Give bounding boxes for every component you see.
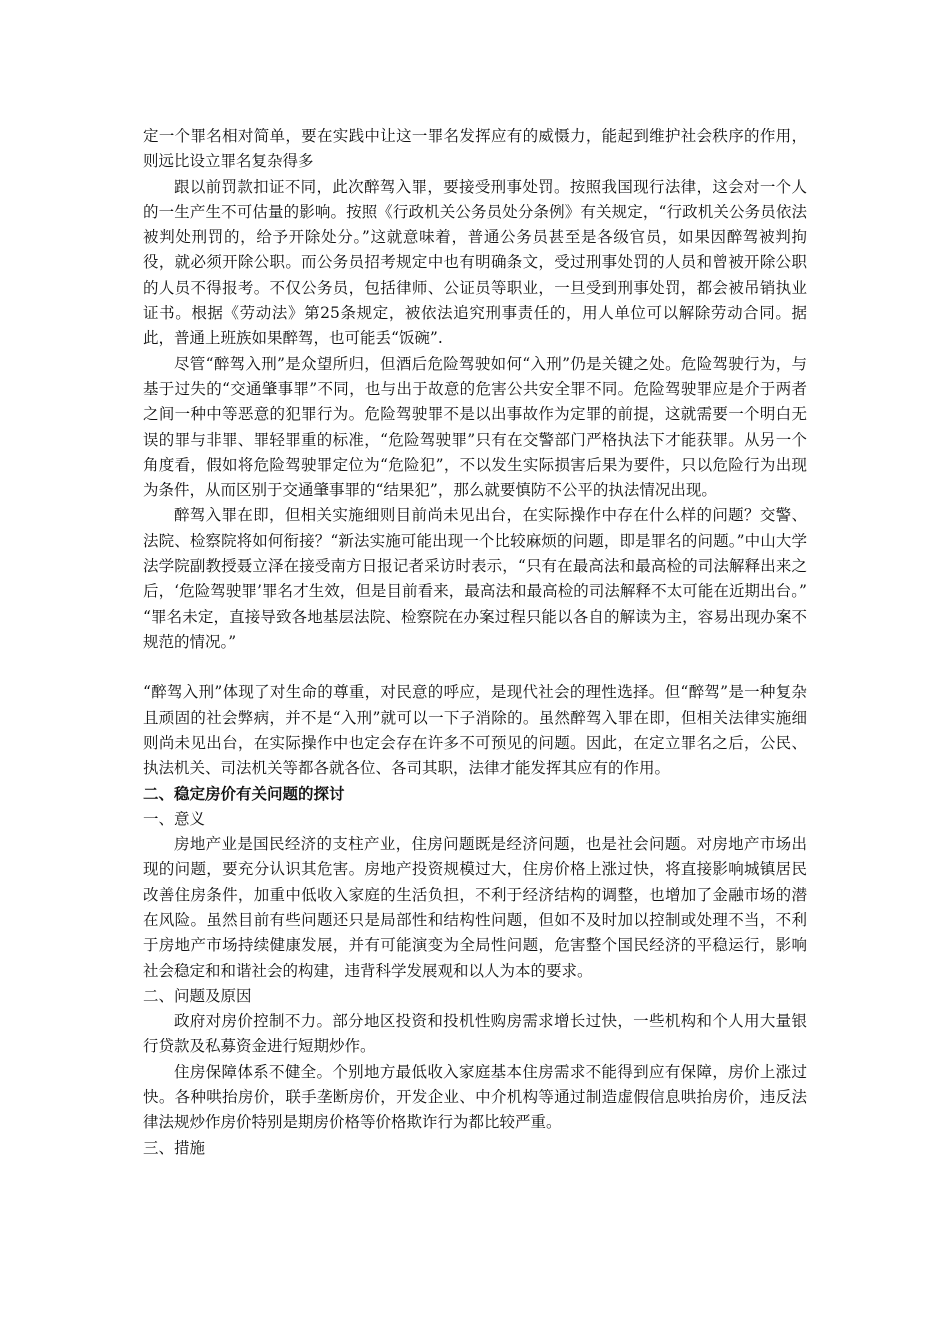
paragraph: 尽管“醉驾入刑”是众望所归，但酒后危险驾驶如何“入刑”仍是关键之处。危险驾驶行为，与基于过失的“交通肇事罪”不同，也与出于故意的危害公共安全罪不同。危险驾驶罪应是介于两者之间一种中等恶意的犯罪行为。危险驾驶罪不是以出事故作为定罪的前提，这就需要一个明白无误的罪与非罪、罪轻罪重的标准，“危险驾驶罪”只有在交警部门严格执法下才能获罪。从另一个角度看，假如将危险驾驶罪定位为“危险犯”，不以发生实际损害后果为要件，只以危险行为出现为条件，从而区别于交通肇事罪的“结果犯”，那么就要慎防不公平的执法情况出现。 (143, 354, 807, 500)
paragraph: 住房保障体系不健全。个别地方最低收入家庭基本住房需求不能得到应有保障，房价上涨过快。各种哄抬房价，联手垄断房价，开发企业、中介机构等通过制造虚假信息哄抬房价，违反法律法规炒作房价特别是期房价格等价格欺诈行为都比较严重。 (143, 1062, 807, 1132)
document-page (143, 124, 807, 1161)
subheading-causes: 二、问题及原因 (143, 986, 252, 1005)
paragraph: 跟以前罚款扣证不同，此次醉驾入罪，要接受刑事处罚。按照我国现行法律，这会对一个人的一生产生不可估量的影响。按照《行政机关公务员处分条例》有关规定，“行政机关公务员依法被判处刑罚的，给予开除处分。”这就意味着，普通公务员甚至是各级官员，如果因醉驾被判拘役，就必须开除公职。而公务员招考规定中也有明确条文，受过刑事处罚的人员和曾被开除公职的人员不得报考。不仅公务员，包括律师、公证员等职业，一旦受到刑事处罚，都会被吊销执业证书。根据《劳动法》第25条规定，被依法追究刑事责任的，用人单位可以解除劳动合同。据此，普通上班族如果醉驾，也可能丢“饭碗”. (143, 177, 807, 348)
paragraph: 政府对房价控制不力。部分地区投资和投机性购房需求增长过快，一些机构和个人用大量银行贷款及私募资金进行短期炒作。 (143, 1012, 807, 1056)
paragraph: 定一个罪名相对简单，要在实践中让这一罪名发挥应有的威慑力，能起到维护社会秩序的作用，则远比设立罪名复杂得多 (143, 127, 807, 171)
paragraph: “醉驾入刑”体现了对生命的尊重，对民意的呼应，是现代社会的理性选择。但“醉驾”是一种复杂且顽固的社会弊病，并不是“入刑”就可以一下子消除的。虽然醉驾入罪在即，但相关法律实施细则尚未见出台，在实际操作中也定会存在许多不可预见的问题。因此，在定立罪名之后，公民、执法机关、司法机关等都各就各位、各司其职，法律才能发挥其应有的作用。 (143, 683, 807, 778)
subheading-measures: 三、措施 (143, 1138, 206, 1157)
paragraph: 醉驾入罪在即，但相关实施细则目前尚未见出台，在实际操作中存在什么样的问题？交警、法院、检察院将如何衔接？“新法实施可能出现一个比较麻烦的问题，即是罪名的问题。”中山大学法学院副教授聂立泽在接受南方日报记者采访时表示，“只有在最高法和最高检的司法解释出来之后，‘危险驾驶罪’罪名才生效，但是目前看来，最高法和最高检的司法解释不太可能在近期出台。” “罪名未定，直接导致各地基层法院、检察院在办案过程只能以各自的解读为主，容易出现办案不规范的情况。” (143, 506, 807, 651)
blank-line (143, 655, 807, 680)
subheading-meaning: 一、意义 (143, 809, 206, 828)
paragraph: 房地产业是国民经济的支柱产业，住房问题既是经济问题，也是社会问题。对房地产市场出现的问题，要充分认识其危害。房地产投资规模过大，住房价格上涨过快，将直接影响城镇居民改善住房条件，加重中低收入家庭的生活负担，不利于经济结构的调整，也增加了金融市场的潜在风险。虽然目前有些问题还只是局部性和结构性问题，但如不及时加以控制或处理不当，不利于房地产市场持续健康发展，并有可能演变为全局性问题，危害整个国民经济的平稳运行，影响社会稳定和和谐社会的构建，违背科学发展观和以人为本的要求。 (143, 835, 807, 980)
section-heading: 二、稳定房价有关问题的探讨 (143, 784, 345, 804)
